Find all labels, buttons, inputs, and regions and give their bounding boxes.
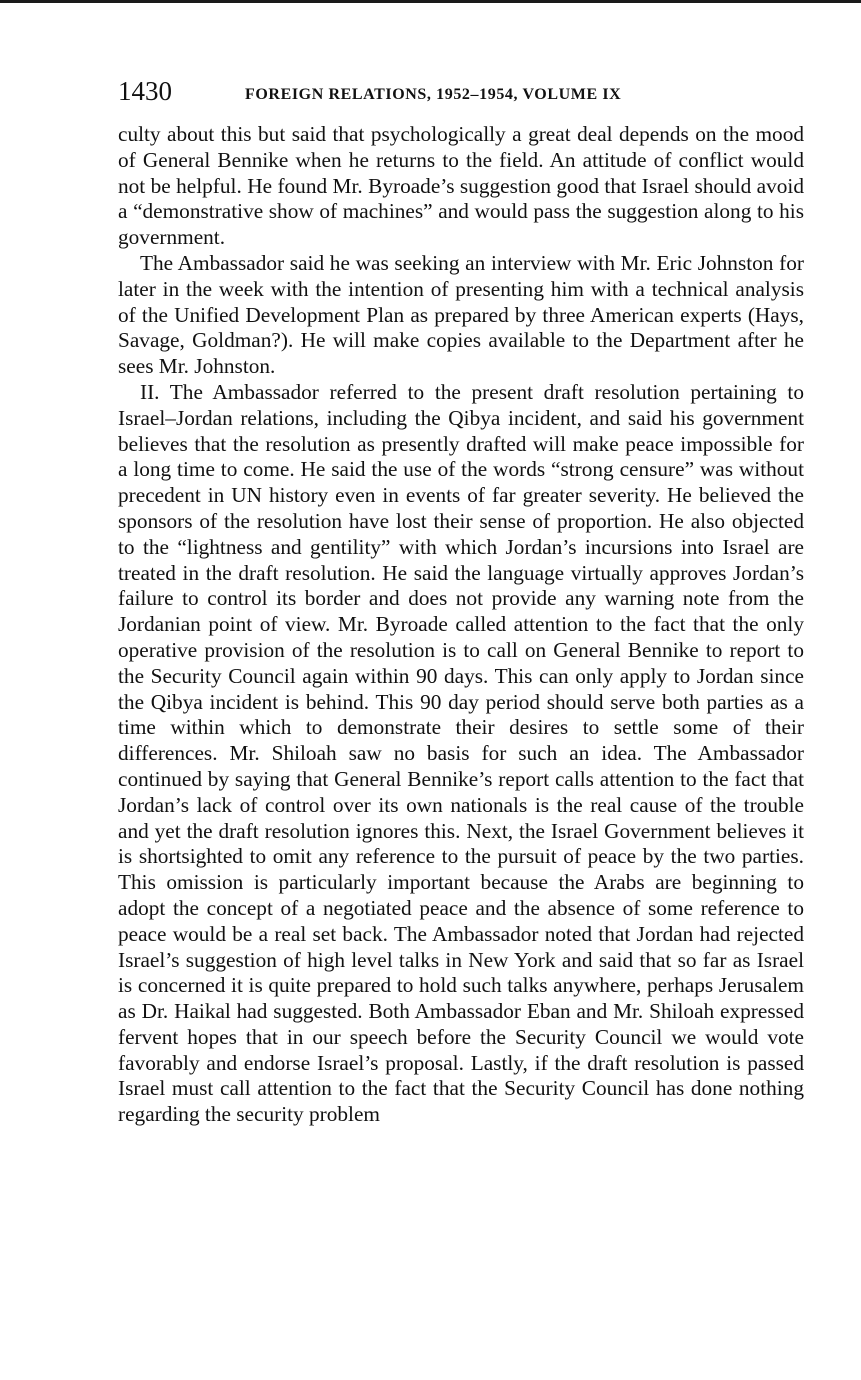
- page-header: [118, 76, 808, 110]
- page-top-border: [0, 0, 861, 3]
- document-body: [118, 122, 804, 1128]
- running-head: FOREIGN RELATIONS, 1952–1954, VOLUME IX: [245, 86, 622, 103]
- page-number: 1430: [118, 76, 172, 106]
- paragraph-draft-resolution: II. The Ambassador referred to the present draft resolution pertaining to Israel–Jordan relations, including the Qibya incident, and said his government believes that the resolution as presently drafted will make peace impossible for a long time to come. He said the use of the words “strong censure” was without precedent in UN history even in events of far greater severity. He believed the sponsors of the resolution have lost their sense of proportion. He also objected to the “lightness and gentility” with which Jordan’s incursions into Israel are treated in the draft resolution. He said the language virtually approves Jordan’s failure to control its border and does not provide any warning note from the Jordanian point of view. Mr. Byroade called attention to the fact that the only operative provision of the resolution is to call on General Bennike to report to the Security Council again within 90 days. This can only apply to Jordan since the Qibya incident is behind. This 90 day period should serve both parties as a time within which to demonstrate their desires to settle some of their differences. Mr. Shiloah saw no basis for such an idea. The Ambassador continued by saying that General Bennike’s report calls attention to the fact that Jordan’s lack of control over its own nationals is the real cause of the trouble and yet the draft resolution ignores this. Next, the Israel Government believes it is shortsighted to omit any reference to the pursuit of peace by the two parties. This omission is particularly important because the Arabs are beginning to adopt the concept of a negotiated peace and the absence of some reference to peace would be a real set back. The Ambassador noted that Jordan had rejected Israel’s suggestion of high level talks in New York and said that so far as Israel is concerned it is quite prepared to hold such talks anywhere, perhaps Jerusalem as Dr. Haikal had suggested. Both Ambassador Eban and Mr. Shiloah expressed fervent hopes that in our speech before the Security Council we would vote favorably and endorse Israel’s proposal. Lastly, if the draft resolution is passed Israel must call attention to the fact that the Security Council has done nothing regarding the security problem: [118, 379, 804, 1127]
- paragraph-continuation: culty about this but said that psychologically a great deal depends on the mood of General Bennike when he returns to the field. An attitude of conflict would not be helpful. He found Mr. Byroade’s suggestion good that Israel should avoid a “demonstrative show of machines” and would pass the suggestion along to his government.: [118, 122, 804, 250]
- paragraph-johnston-interview: The Ambassador said he was seeking an interview with Mr. Eric Johnston for later in the week with the intention of presenting him with a technical analysis of the Unified Development Plan as prepared by three American experts (Hays, Savage, Goldman?). He will make copies available to the Department after he sees Mr. Johnston.: [118, 250, 804, 379]
